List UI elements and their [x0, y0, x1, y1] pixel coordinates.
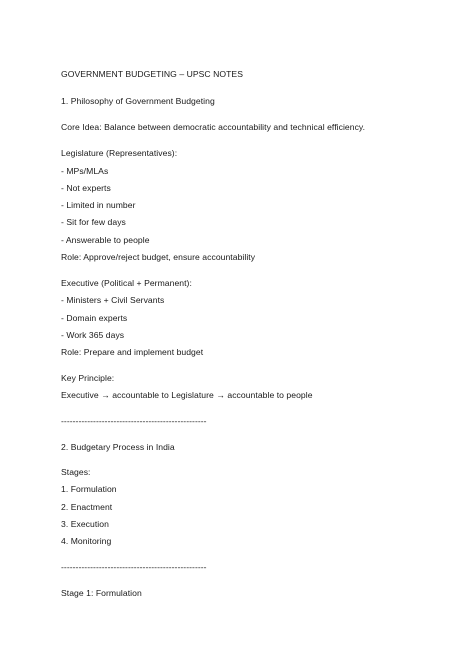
separator-line: -------------------------------------------------- [61, 562, 207, 572]
stage1-heading: Stage 1: Formulation [61, 588, 142, 598]
list-item: - Limited in number [61, 200, 136, 210]
separator-line: -------------------------------------------------- [61, 416, 207, 426]
list-item: - Not experts [61, 183, 111, 193]
section-heading-budgetary-process: 2. Budgetary Process in India [61, 442, 175, 452]
core-idea-text: Core Idea: Balance between democratic accountability and technical efficiency. [61, 122, 366, 132]
list-item: 2. Enactment [61, 502, 113, 512]
legislature-heading: Legislature (Representatives): [61, 148, 178, 158]
key-principle-heading: Key Principle: [61, 373, 115, 383]
section-heading-philosophy: 1. Philosophy of Government Budgeting [61, 96, 215, 106]
stages-heading: Stages: [61, 467, 91, 477]
list-item: - Sit for few days [61, 217, 126, 227]
document-title: GOVERNMENT BUDGETING – UPSC NOTES [61, 69, 243, 79]
executive-role: Role: Prepare and implement budget [61, 347, 204, 357]
list-item: 1. Formulation [61, 484, 117, 494]
executive-heading: Executive (Political + Permanent): [61, 278, 192, 288]
legislature-role: Role: Approve/reject budget, ensure accountability [61, 252, 256, 262]
list-item: 3. Execution [61, 519, 109, 529]
list-item: - Domain experts [61, 313, 128, 323]
list-item: - MPs/MLAs [61, 166, 109, 176]
list-item: - Ministers + Civil Servants [61, 295, 165, 305]
list-item: 4. Monitoring [61, 536, 112, 546]
list-item: - Answerable to people [61, 235, 150, 245]
list-item: - Work 365 days [61, 330, 125, 340]
key-principle-text: Executive → accountable to Legislature → accountable to people [61, 390, 313, 400]
